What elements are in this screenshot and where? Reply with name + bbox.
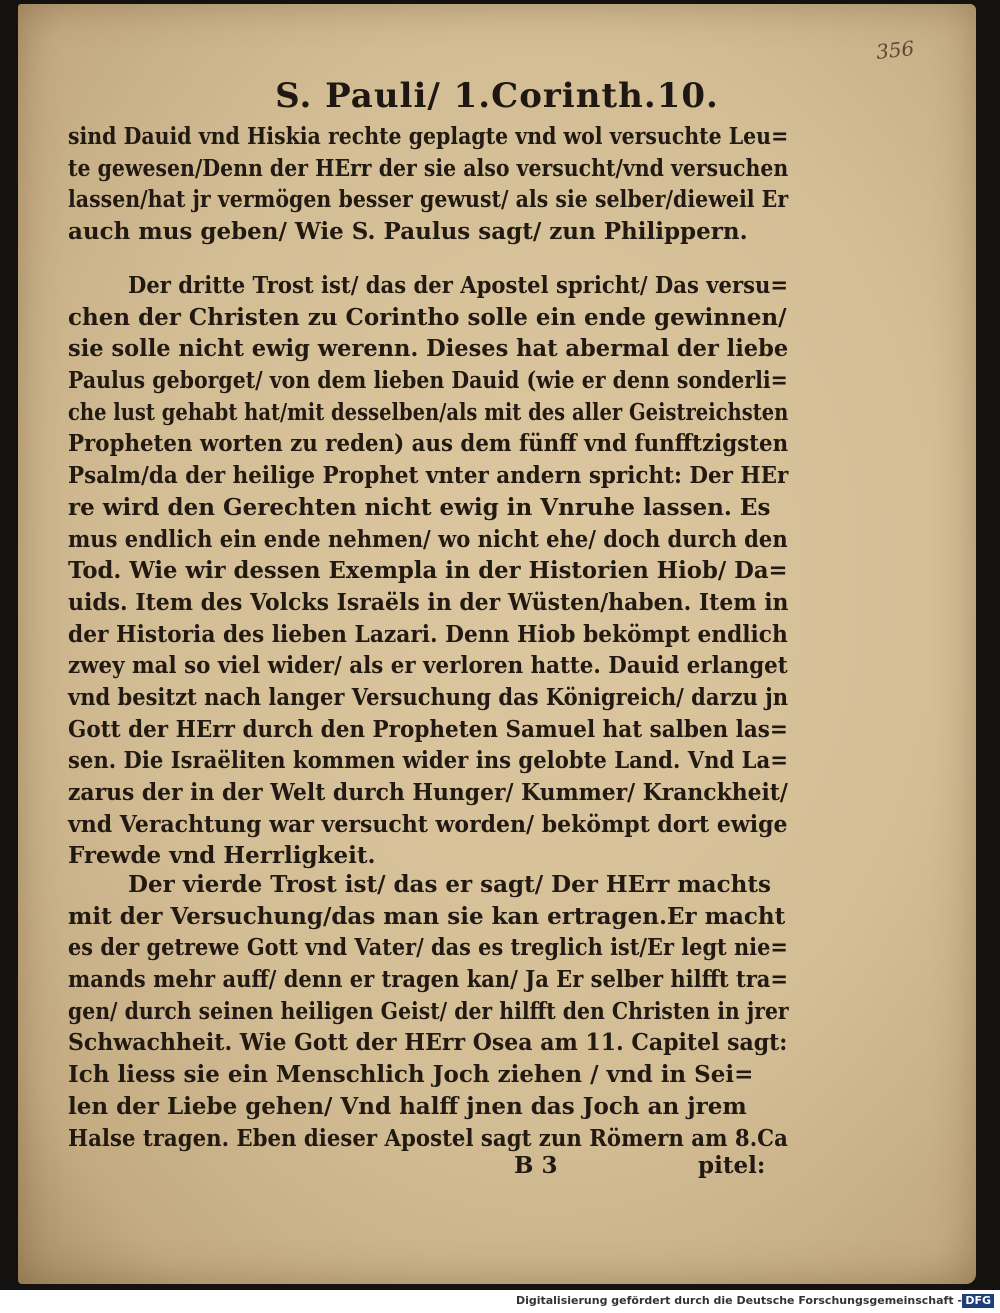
book-page [18,4,976,1284]
text-line: lassen/hat jr vermögen besser gewust/ als sie selber/dieweil Er [68,186,789,214]
text-line: mus endlich ein ende nehmen/ wo nicht ehe/ doch durch den [68,525,788,553]
text-line: Schwachheit. Wie Gott der HErr Osea am 11. Capitel sagt: [68,1029,788,1057]
text-line: Frewde vnd Herrligkeit. [68,842,376,870]
text-line: Der vierde Trost ist/ das er sagt/ Der HErr machts [128,871,771,898]
text-line: Propheten worten zu reden) aus dem fünff vnd funfftzigsten [68,430,789,458]
text-line: zarus der in der Welt durch Hunger/ Kummer/ Kranckheit/ [68,779,788,806]
text-line: sen. Die Israëliten kommen wider ins gelobte Land. Vnd La= [68,747,789,775]
text-line: mands mehr auff/ denn er tragen kan/ Ja Er selber hilfft tra= [68,966,789,994]
catchword: pitel: [698,1152,766,1179]
text-line: re wird den Gerechten nicht ewig in Vnruhe lassen. Es [68,493,771,521]
text-line: te gewesen/Denn der HErr der sie also versucht/vnd versuchen [68,154,789,182]
text-line: zwey mal so viel wider/ als er verloren hatte. Dauid erlanget [68,652,788,680]
text-line: gen/ durch seinen heiligen Geist/ der hilfft den Christen in jrer [68,997,789,1025]
text-line: Tod. Wie wir dessen Exempla in der Historien Hiob/ Da= [68,557,788,585]
text-line: sie solle nicht ewig werenn. Dieses hat abermal der liebe [68,335,789,363]
text-line: Psalm/da der heilige Prophet vnter andern spricht: Der HEr [68,462,789,490]
paragraph [68,121,788,248]
text-line: len der Liebe gehen/ Vnd halff jnen das Joch an jrem [68,1092,747,1120]
text-line: Halse tragen. Eben dieser Apostel sagt zun Römern am 8.Ca [68,1124,788,1152]
signature-mark: B 3 [514,1152,558,1179]
running-head: S. Pauli/ 1.Corinth.10. [275,76,719,116]
text-line: auch mus geben/ Wie S. Paulus sagt/ zun Philippern. [68,218,748,246]
paragraph [68,869,788,1154]
text-line: der Historia des lieben Lazari. Denn Hiob bekömpt endlich [68,620,788,648]
text-line: es der getrewe Gott vnd Vater/ das es treglich ist/Er legt nie= [68,934,788,962]
dfg-logo: DFG [962,1294,994,1308]
funding-credit: Digitalisierung gefördert durch die Deutsche Forschungsgemeinschaft - [515,1294,962,1307]
text-line: Gott der HErr durch den Propheten Samuel hat salben las= [68,715,788,743]
handwritten-page-number: 356 [874,36,916,64]
text-line: sind Dauid vnd Hiskia rechte geplagte vnd wol versuchte Leu= [68,123,789,150]
text-line: Der dritte Trost ist/ das der Apostel spricht/ Das versu= [128,272,789,299]
text-line: uids. Item des Volcks Israëls in der Wüsten/haben. Item in [68,588,789,616]
text-line: Paulus geborget/ von dem lieben Dauid (wie er denn sonderli= [68,367,788,395]
paragraph [68,270,788,872]
text-line: chen der Christen zu Corintho solle ein ende gewinnen/ [68,303,787,331]
text-line: vnd besitzt nach langer Versuchung das Königreich/ darzu jn [68,683,789,711]
text-line: che lust gehabt hat/mit desselben/als mit des aller Geistreichsten [68,398,789,426]
text-line: vnd Verachtung war versucht worden/ bekömpt dort ewige [68,810,788,838]
footer-bar [0,1290,1000,1313]
text-line: mit der Versuchung/das man sie kan ertragen.Er macht [68,902,786,930]
text-line: Ich liess sie ein Menschlich Joch ziehen / vnd in Sei= [68,1061,754,1089]
